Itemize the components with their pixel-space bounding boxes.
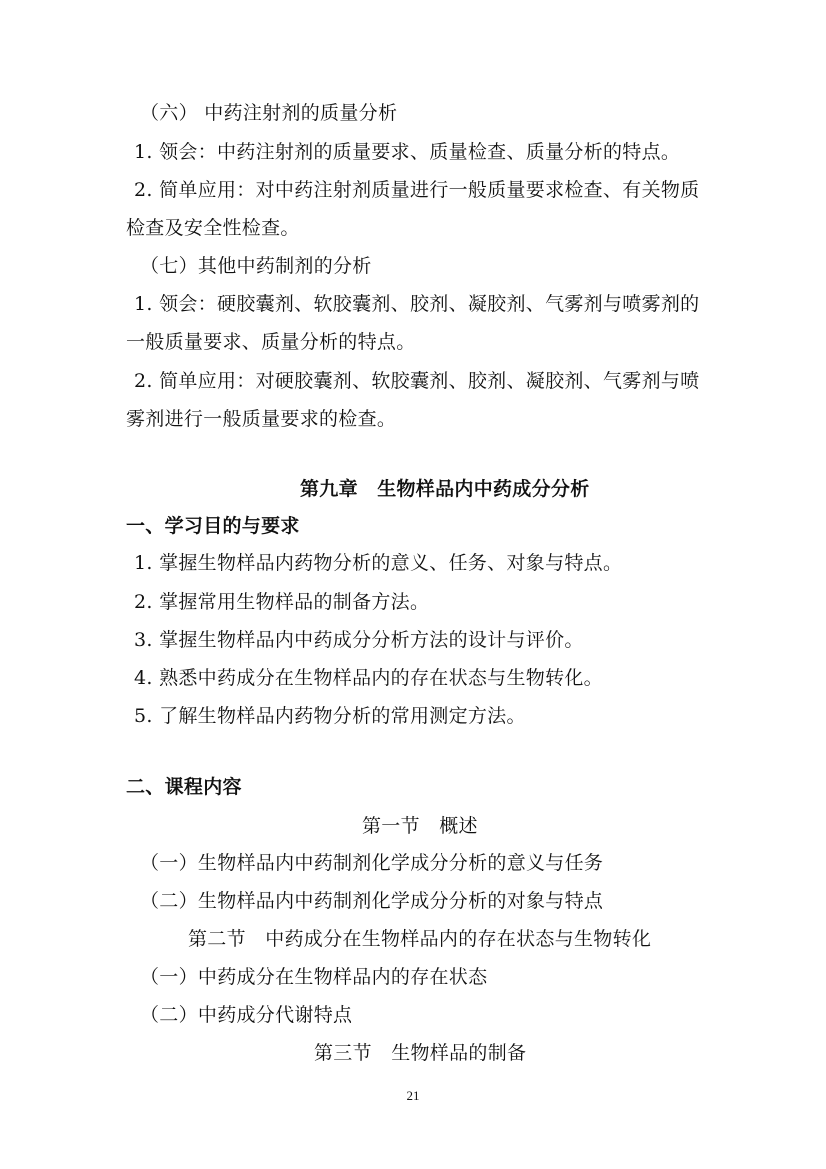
content-heading: 二、课程内容 — [126, 776, 242, 798]
section-2-item: （二）中药成分代谢特点 — [140, 1004, 353, 1026]
subsection-6-item-1: 1. 领会：中药注射剂的质量要求、质量检查、质量分析的特点。 — [134, 141, 681, 163]
objectives-heading: 一、学习目的与要求 — [126, 515, 300, 537]
objective-item: 3. 掌握生物样品内中药成分分析方法的设计与评价。 — [134, 629, 584, 651]
section-2-item: （一）中药成分在生物样品内的存在状态 — [140, 966, 488, 988]
subsection-7-item-2-line-1: 2. 简单应用：对硬胶囊剂、软胶囊剂、胶剂、凝胶剂、气雾剂与喷 — [134, 370, 700, 392]
subsection-6-title: （六） 中药注射剂的质量分析 — [140, 102, 398, 124]
section-1-item: （二）生物样品内中药制剂化学成分分析的对象与特点 — [140, 890, 604, 912]
subsection-7-item-1-line-2: 一般质量要求、质量分析的特点。 — [126, 331, 416, 353]
section-1-item: （一）生物样品内中药制剂化学成分分析的意义与任务 — [140, 852, 604, 874]
section-3-title: 第三节 生物样品的制备 — [314, 1042, 527, 1064]
subsection-7-title: （七）其他中药制剂的分析 — [140, 255, 372, 277]
chapter-title: 第九章 生物样品内中药成分分析 — [300, 478, 590, 500]
section-1-title: 第一节 概述 — [362, 815, 478, 837]
section-2-title: 第二节 中药成分在生物样品内的存在状态与生物转化 — [188, 928, 652, 950]
objective-item: 4. 熟悉中药成分在生物样品内的存在状态与生物转化。 — [134, 667, 603, 689]
objective-item: 2. 掌握常用生物样品的制备方法。 — [134, 591, 430, 613]
subsection-7-item-1-line-1: 1. 领会：硬胶囊剂、软胶囊剂、胶剂、凝胶剂、气雾剂与喷雾剂的 — [134, 293, 700, 315]
page-number: 21 — [406, 1088, 420, 1103]
subsection-6-item-2-line-1: 2. 简单应用：对中药注射剂质量进行一般质量要求检查、有关物质 — [134, 179, 700, 201]
subsection-6-item-2-line-2: 检查及安全性检查。 — [126, 217, 300, 239]
objective-item: 5. 了解生物样品内药物分析的常用测定方法。 — [134, 705, 526, 727]
objective-item: 1. 掌握生物样品内药物分析的意义、任务、对象与特点。 — [134, 552, 623, 574]
subsection-7-item-2-line-2: 雾剂进行一般质量要求的检查。 — [126, 408, 397, 430]
